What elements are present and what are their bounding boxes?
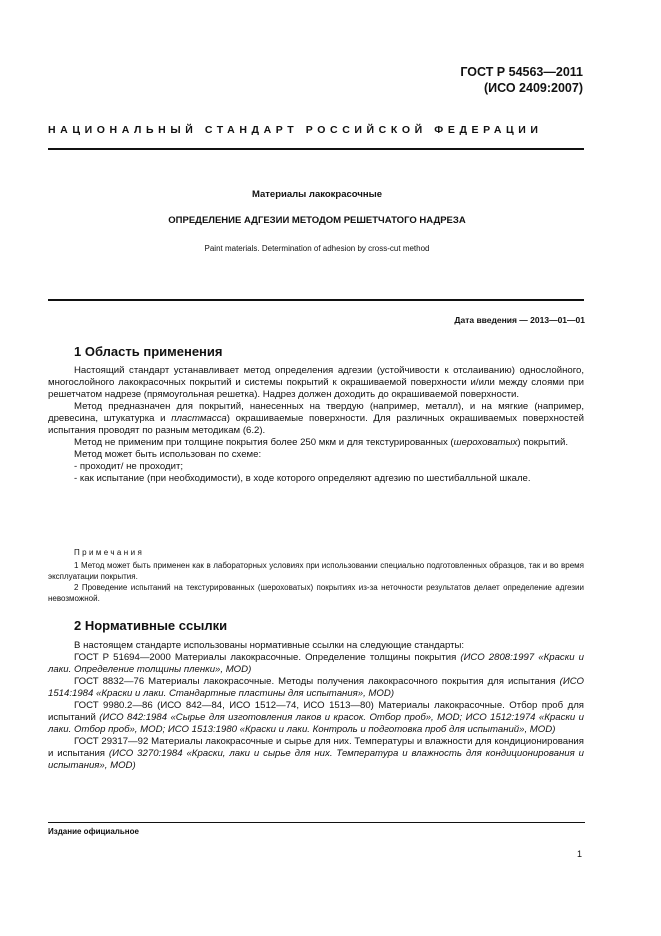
iso-reference: (ИСО 2409:2007): [484, 81, 583, 95]
section-2-body: [48, 640, 584, 772]
title-divider: [48, 299, 584, 301]
scheme-item: - как испытание (при необходимости), в ходе которого определяют адгезию по шестибалльной шкале.: [74, 473, 531, 484]
document-title-english: Paint materials. Determination of adhesion by cross-cut method: [204, 244, 430, 253]
notes-title: Примечания: [74, 548, 145, 557]
document-title: ОПРЕДЕЛЕНИЕ АДГЕЗИИ МЕТОДОМ РЕШЕТЧАТОГО НАДРЕЗА: [168, 215, 466, 226]
normative-reference: ГОСТ 9980.2—86 (ИСО 842—84, ИСО 1512—74, ИСО 1513—80) Материалы лакокрасочные. Отбор проб для испытаний (ИСО 842:1984 «Сырье для изготовления лаков и красок. Отбор проб», MOD; ИСО 1512:1974 «Краски и лаки. Отбор проб», MOD; ИСО 1513:1980 «Краски и лаки. Контроль и подготовка проб для испытаний», MOD): [48, 700, 584, 735]
normative-reference: ГОСТ 8832—76 Материалы лакокрасочные. Методы получения лакокрасочного покрытия для испытания (ИСО 1514:1984 «Краски и лаки. Стандартные пластины для испытания», MOD): [48, 676, 584, 699]
introduction-date: Дата введения — 2013—01—01: [454, 315, 585, 325]
section-1-heading: 1 Область применения: [74, 344, 223, 359]
standard-header: [460, 64, 583, 96]
section-2-paragraph: В настоящем стандарте использованы нормативные ссылки на следующие стандарты:: [74, 640, 465, 651]
footer-divider: [48, 822, 585, 823]
section-1-notes: [48, 548, 584, 604]
edition-label: Издание официальное: [48, 827, 139, 836]
national-standard-banner: НАЦИОНАЛЬНЫЙ СТАНДАРТ РОССИЙСКОЙ ФЕДЕРАЦИИ: [48, 124, 543, 136]
section-2-heading: 2 Нормативные ссылки: [74, 618, 228, 633]
section-1-paragraph: Метод предназначен для покрытий, нанесенных на твердую (например, металл), и на мягкие (например, древесина, штукатурка и пластмасса) окрашиваемые поверхности. Для различных окрашиваемых поверхностей испытания проводят по разным методикам (6.2).: [48, 401, 584, 436]
section-1-body: [48, 365, 584, 485]
note-item: 1 Метод может быть применен как в лабораторных условиях при использовании специально подготовленных образцов, так и во время эксплуатации покрытия.: [48, 561, 584, 581]
normative-reference: ГОСТ 29317—92 Материалы лакокрасочные и сырье для них. Температуры и влажности для кондиционирования и испытания (ИСО 3270:1984 «Краски, лаки и сырье для них. Температура и влажность для кондиционирования и испытания», MOD): [48, 736, 584, 771]
page-number: 1: [576, 849, 582, 859]
header-divider: [48, 148, 584, 150]
document-subject: Материалы лакокрасочные: [251, 189, 383, 200]
note-item: 2 Проведение испытаний на текстурированных (шероховатых) покрытиях из-за неточности результатов делает определение адгезии невозможной.: [48, 583, 584, 603]
normative-reference: ГОСТ Р 51694—2000 Материалы лакокрасочные. Определение толщины покрытия (ИСО 2808:1997 «Краски и лаки. Определение толщины пленки», MOD): [48, 652, 584, 675]
standard-number: ГОСТ Р 54563—2011: [460, 65, 583, 79]
section-1-paragraph: Метод не применим при толщине покрытия более 250 мкм и для текстурированных (шероховатых) покрытий.: [74, 437, 569, 448]
section-1-paragraph: Настоящий стандарт устанавливает метод определения адгезии (устойчивости к отслаиванию) однослойного, многослойного лакокрасочных покрытий и системы покрытий к окрашиваемой поверхности и/или между слоями при решетчатом надрезе (прямоугольная решетка). Надрез должен доходить до окрашиваемой поверхности.: [48, 365, 584, 400]
section-2: [48, 618, 584, 633]
section-1: [48, 344, 584, 359]
section-1-paragraph: Метод может быть использован по схеме:: [74, 449, 262, 460]
scheme-item: - проходит/ не проходит;: [74, 461, 184, 472]
